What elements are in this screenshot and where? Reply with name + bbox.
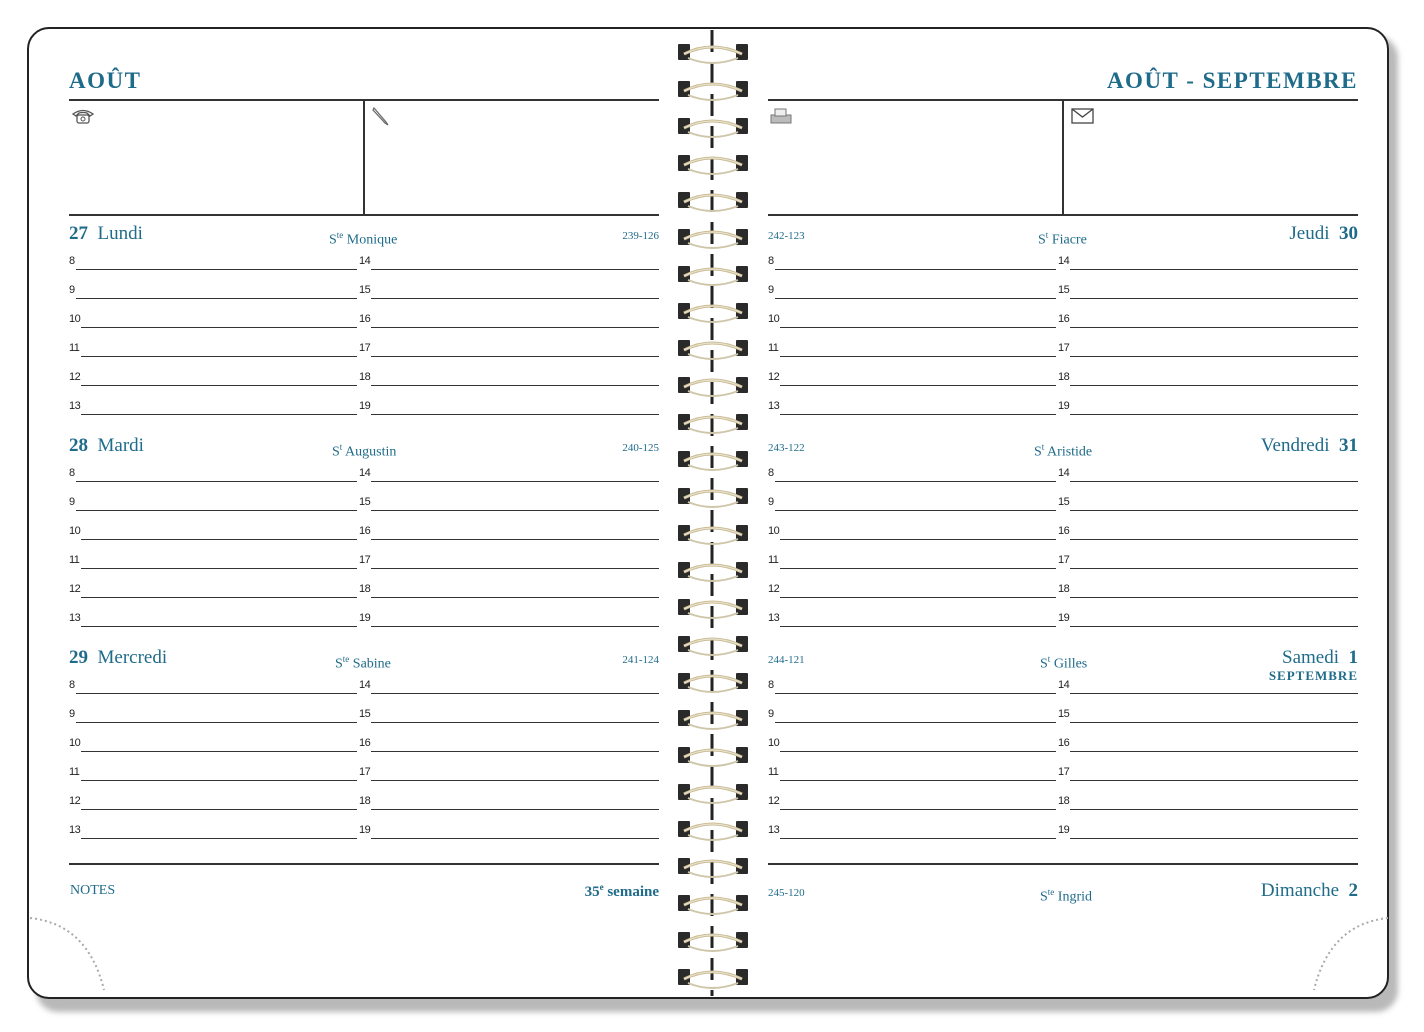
hour-row[interactable] <box>69 370 357 386</box>
week-label: 35e semaine <box>584 882 659 900</box>
writing-line <box>371 722 659 723</box>
day-number: 27 <box>69 223 88 244</box>
hour-row[interactable] <box>768 611 1056 627</box>
writing-line <box>1070 356 1358 357</box>
hour-label: 9 <box>69 496 75 508</box>
saint-name: $S^{te}$ Sabine <box>335 654 391 672</box>
writing-line <box>775 481 1056 482</box>
hour-label: 9 <box>768 284 774 296</box>
hour-row[interactable] <box>69 707 357 723</box>
hour-row[interactable] <box>768 582 1056 598</box>
hour-row[interactable] <box>359 794 659 810</box>
hour-label: 13 <box>69 824 81 836</box>
hour-row[interactable] <box>1058 823 1358 839</box>
hour-label: 12 <box>69 371 81 383</box>
contact-box-divider <box>363 100 365 215</box>
corner-ornament-right <box>1300 914 1390 994</box>
corner-ornament-left <box>28 914 118 994</box>
writing-line <box>81 356 357 357</box>
hour-label: 17 <box>1058 766 1070 778</box>
hour-row[interactable] <box>768 678 1056 694</box>
writing-line <box>1070 414 1358 415</box>
writing-line <box>1070 838 1358 839</box>
envelope-icon <box>1070 106 1096 126</box>
writing-line <box>371 809 659 810</box>
hour-label: 9 <box>768 708 774 720</box>
day-number: 29 <box>69 647 88 668</box>
hour-label: 12 <box>69 583 81 595</box>
writing-line <box>371 414 659 415</box>
saint-name: $S^t$ Augustin <box>332 442 397 460</box>
hour-row[interactable] <box>359 553 659 569</box>
hour-label: 10 <box>768 737 780 749</box>
day-number: 30 <box>1339 223 1358 244</box>
hour-label: 11 <box>768 342 779 354</box>
hour-label: 13 <box>768 824 780 836</box>
hour-label: 13 <box>768 400 780 412</box>
hour-row[interactable] <box>69 254 357 270</box>
pen-icon <box>370 106 396 126</box>
hour-label: 17 <box>359 554 371 566</box>
day-number: 2 <box>1348 880 1358 901</box>
day-name: Mardi <box>97 435 144 456</box>
hour-label: 16 <box>1058 737 1070 749</box>
hour-row[interactable] <box>1058 312 1358 328</box>
hour-label: 14 <box>359 255 371 267</box>
writing-line <box>775 510 1056 511</box>
writing-line <box>780 539 1056 540</box>
writing-line <box>371 539 659 540</box>
hour-label: 8 <box>768 467 774 479</box>
writing-line <box>371 327 659 328</box>
writing-line <box>780 780 1056 781</box>
hour-label: 8 <box>69 467 75 479</box>
telephone-icon <box>70 106 96 126</box>
hour-row[interactable] <box>69 582 357 598</box>
hour-label: 19 <box>1058 824 1070 836</box>
writing-line <box>371 510 659 511</box>
writing-line <box>371 751 659 752</box>
hour-row[interactable] <box>69 283 357 299</box>
writing-line <box>76 510 357 511</box>
hour-label: 14 <box>1058 679 1070 691</box>
hour-row[interactable] <box>69 794 357 810</box>
day-name: Lundi <box>97 223 143 244</box>
hour-label: 19 <box>359 824 371 836</box>
hour-row[interactable] <box>1058 582 1358 598</box>
month-note: SEPTEMBRE <box>1268 668 1358 683</box>
writing-line <box>780 626 1056 627</box>
hour-row[interactable] <box>768 524 1056 540</box>
hour-row[interactable] <box>768 254 1056 270</box>
hour-label: 16 <box>359 525 371 537</box>
hour-row[interactable] <box>1058 611 1358 627</box>
writing-line <box>1070 539 1358 540</box>
hour-label: 17 <box>359 766 371 778</box>
writing-line <box>76 269 357 270</box>
hour-label: 12 <box>69 795 81 807</box>
writing-line <box>76 481 357 482</box>
writing-line <box>1070 269 1358 270</box>
writing-line <box>81 809 357 810</box>
hour-label: 15 <box>1058 496 1070 508</box>
writing-line <box>371 385 659 386</box>
hour-row[interactable] <box>359 495 659 511</box>
writing-line <box>1070 385 1358 386</box>
hour-label: 9 <box>768 496 774 508</box>
hour-row[interactable] <box>768 312 1056 328</box>
hour-row[interactable] <box>359 823 659 839</box>
writing-line <box>780 385 1056 386</box>
hour-row[interactable] <box>1058 553 1358 569</box>
writing-line <box>780 356 1056 357</box>
hour-row[interactable] <box>768 370 1056 386</box>
hour-label: 11 <box>69 554 80 566</box>
hour-label: 8 <box>768 255 774 267</box>
writing-line <box>81 327 357 328</box>
hour-row[interactable] <box>768 765 1056 781</box>
hour-label: 18 <box>359 583 371 595</box>
notes-rule <box>69 863 659 865</box>
hour-label: 12 <box>768 795 780 807</box>
writing-line <box>1070 722 1358 723</box>
saint-name: $S^t$ Aristide <box>1034 442 1093 460</box>
hour-row[interactable] <box>69 466 357 482</box>
hour-label: 15 <box>359 284 371 296</box>
hour-row[interactable] <box>69 823 357 839</box>
day-number: 28 <box>69 435 88 456</box>
writing-line <box>371 597 659 598</box>
hour-row[interactable] <box>359 524 659 540</box>
hour-label: 10 <box>69 525 81 537</box>
hour-row[interactable] <box>359 341 659 357</box>
writing-line <box>775 693 1056 694</box>
writing-line <box>775 269 1056 270</box>
hour-label: 8 <box>69 255 75 267</box>
writing-line <box>81 385 357 386</box>
hour-row[interactable] <box>1058 254 1358 270</box>
hour-row[interactable] <box>1058 370 1358 386</box>
writing-line <box>1070 693 1358 694</box>
writing-line <box>780 838 1056 839</box>
writing-line <box>371 693 659 694</box>
hour-label: 11 <box>69 766 80 778</box>
hour-row[interactable] <box>768 553 1056 569</box>
hour-row[interactable] <box>359 370 659 386</box>
hour-row[interactable] <box>768 736 1056 752</box>
hour-row[interactable] <box>359 254 659 270</box>
contact-box-bottom-rule <box>768 214 1358 216</box>
writing-line <box>780 597 1056 598</box>
writing-line <box>775 298 1056 299</box>
hour-label: 18 <box>359 795 371 807</box>
fax-icon <box>768 106 794 126</box>
hour-row[interactable] <box>768 466 1056 482</box>
hour-label: 10 <box>69 737 81 749</box>
hour-row[interactable] <box>1058 524 1358 540</box>
spiral-binding <box>668 30 756 996</box>
writing-line <box>1070 481 1358 482</box>
writing-line <box>371 356 659 357</box>
writing-line <box>1070 809 1358 810</box>
writing-line <box>81 780 357 781</box>
writing-line <box>1070 298 1358 299</box>
writing-line <box>81 626 357 627</box>
hour-label: 16 <box>359 737 371 749</box>
hour-label: 18 <box>1058 583 1070 595</box>
hour-label: 15 <box>359 496 371 508</box>
writing-line <box>780 568 1056 569</box>
day-of-year-code: 245-120 <box>768 887 805 899</box>
hour-label: 14 <box>1058 467 1070 479</box>
hour-row[interactable] <box>359 736 659 752</box>
hour-row[interactable] <box>359 707 659 723</box>
hour-row[interactable] <box>768 341 1056 357</box>
hour-row[interactable] <box>768 794 1056 810</box>
writing-line <box>1070 626 1358 627</box>
writing-line <box>81 751 357 752</box>
saint-name: $S^t$ Gilles <box>1040 654 1088 672</box>
hour-label: 14 <box>1058 255 1070 267</box>
saint-name: $S^{te}$ Monique <box>329 230 398 248</box>
hour-row[interactable] <box>1058 399 1358 415</box>
hour-row[interactable] <box>359 678 659 694</box>
hour-row[interactable] <box>1058 283 1358 299</box>
writing-line <box>76 298 357 299</box>
writing-line <box>81 539 357 540</box>
day-name: Mercredi <box>97 647 168 668</box>
writing-line <box>371 298 659 299</box>
hour-row[interactable] <box>359 765 659 781</box>
hour-label: 18 <box>1058 795 1070 807</box>
hour-row[interactable] <box>69 611 357 627</box>
hour-label: 18 <box>1058 371 1070 383</box>
writing-line <box>76 693 357 694</box>
writing-line <box>371 838 659 839</box>
saint-name: $S^{te}$ Ingrid <box>1040 887 1093 905</box>
hour-label: 17 <box>1058 342 1070 354</box>
writing-line <box>1070 510 1358 511</box>
day-name: Samedi <box>1282 647 1339 668</box>
writing-line <box>371 780 659 781</box>
hour-label: 10 <box>69 313 81 325</box>
writing-line <box>780 809 1056 810</box>
day-number: 31 <box>1339 435 1358 456</box>
hour-label: 14 <box>359 467 371 479</box>
saint-name: $S^t$ Fiacre <box>1038 230 1087 248</box>
hour-row[interactable] <box>768 399 1056 415</box>
writing-line <box>81 597 357 598</box>
day-name: Jeudi <box>1289 223 1330 244</box>
hour-row[interactable] <box>1058 736 1358 752</box>
hour-row[interactable] <box>69 765 357 781</box>
writing-line <box>76 722 357 723</box>
day-number: 1 <box>1348 647 1358 668</box>
writing-line <box>780 327 1056 328</box>
writing-line <box>1070 751 1358 752</box>
hour-row[interactable] <box>69 524 357 540</box>
hour-label: 12 <box>768 583 780 595</box>
hour-row[interactable] <box>1058 707 1358 723</box>
writing-line <box>371 568 659 569</box>
hour-label: 12 <box>768 371 780 383</box>
hour-row[interactable] <box>359 283 659 299</box>
hour-row[interactable] <box>768 823 1056 839</box>
writing-line <box>371 626 659 627</box>
hour-row[interactable] <box>1058 466 1358 482</box>
writing-line <box>780 751 1056 752</box>
hour-row[interactable] <box>1058 341 1358 357</box>
hour-label: 13 <box>768 612 780 624</box>
hour-row[interactable] <box>768 495 1056 511</box>
writing-line <box>371 481 659 482</box>
writing-line <box>1070 597 1358 598</box>
hour-row[interactable] <box>1058 678 1358 694</box>
hour-label: 16 <box>1058 525 1070 537</box>
writing-line <box>1070 327 1358 328</box>
day-name: Vendredi <box>1260 435 1330 456</box>
writing-line <box>81 414 357 415</box>
writing-line <box>780 414 1056 415</box>
hour-label: 14 <box>359 679 371 691</box>
day-of-year-code: 240-125 <box>622 442 659 454</box>
hour-label: 15 <box>1058 284 1070 296</box>
day-name: Dimanche <box>1260 880 1339 901</box>
left-page-title: AOÛT <box>69 68 142 93</box>
hour-label: 11 <box>768 554 779 566</box>
hour-label: 13 <box>69 400 81 412</box>
writing-line <box>1070 780 1358 781</box>
day-of-year-code: 243-122 <box>768 442 805 454</box>
right-page-title: AOÛT - SEPTEMBRE <box>1106 68 1358 93</box>
hour-label: 18 <box>359 371 371 383</box>
hour-row[interactable] <box>1058 765 1358 781</box>
hour-label: 16 <box>359 313 371 325</box>
writing-line <box>775 722 1056 723</box>
hour-label: 9 <box>69 708 75 720</box>
hour-row[interactable] <box>69 399 357 415</box>
contact-box-divider <box>1062 100 1064 215</box>
notes-label: NOTES <box>70 883 116 898</box>
hour-row[interactable] <box>768 707 1056 723</box>
hour-label: 11 <box>768 766 779 778</box>
hour-row[interactable] <box>69 495 357 511</box>
contact-box-bottom-rule <box>69 214 659 216</box>
hour-row[interactable] <box>69 341 357 357</box>
hour-label: 10 <box>768 313 780 325</box>
writing-line <box>1070 568 1358 569</box>
hour-row[interactable] <box>69 312 357 328</box>
hour-label: 16 <box>1058 313 1070 325</box>
hour-label: 15 <box>359 708 371 720</box>
hour-label: 15 <box>1058 708 1070 720</box>
hour-label: 17 <box>359 342 371 354</box>
day-of-year-code: 239-126 <box>622 230 659 242</box>
hour-label: 8 <box>768 679 774 691</box>
hour-label: 19 <box>359 400 371 412</box>
writing-line <box>81 838 357 839</box>
hour-label: 10 <box>768 525 780 537</box>
day-of-year-code: 244-121 <box>768 654 805 666</box>
writing-line <box>81 568 357 569</box>
hour-label: 11 <box>69 342 80 354</box>
hour-label: 19 <box>1058 612 1070 624</box>
writing-line <box>371 269 659 270</box>
hour-label: 17 <box>1058 554 1070 566</box>
day-of-year-code: 241-124 <box>622 654 659 666</box>
hour-row[interactable] <box>69 553 357 569</box>
hour-row[interactable] <box>359 582 659 598</box>
hour-row[interactable] <box>359 611 659 627</box>
hour-row[interactable] <box>69 736 357 752</box>
day-of-year-code: 242-123 <box>768 230 805 242</box>
hour-row[interactable] <box>359 466 659 482</box>
hour-row[interactable] <box>69 678 357 694</box>
hour-row[interactable] <box>359 312 659 328</box>
hour-row[interactable] <box>768 283 1056 299</box>
hour-label: 8 <box>69 679 75 691</box>
hour-label: 19 <box>359 612 371 624</box>
hour-label: 13 <box>69 612 81 624</box>
hour-row[interactable] <box>1058 794 1358 810</box>
hour-row[interactable] <box>1058 495 1358 511</box>
sunday-rule <box>768 863 1358 865</box>
hour-label: 19 <box>1058 400 1070 412</box>
hour-label: 9 <box>69 284 75 296</box>
hour-row[interactable] <box>359 399 659 415</box>
